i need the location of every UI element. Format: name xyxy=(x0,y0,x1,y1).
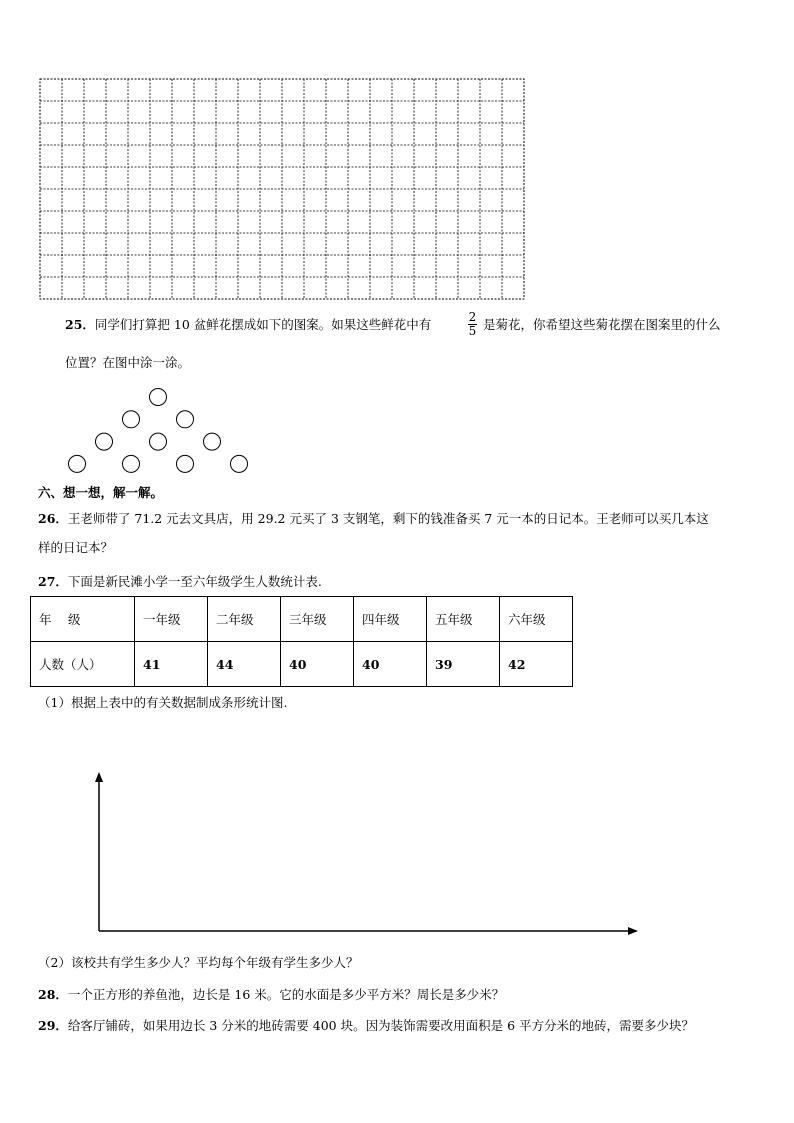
section-title: 六、想一想，解一解。 xyxy=(38,485,164,500)
flower-circle[interactable] xyxy=(150,389,167,406)
q28-line xyxy=(38,986,504,1004)
q29-number: 29． xyxy=(38,1018,68,1033)
flower-circle[interactable] xyxy=(96,433,113,450)
q26-line2: 样的日记本？ xyxy=(38,540,114,555)
student-count-table xyxy=(30,596,573,687)
q25-number: 25． xyxy=(65,317,95,332)
q26-number: 26． xyxy=(38,511,68,526)
table-cell: 39 xyxy=(427,642,500,687)
q28-number: 28． xyxy=(38,987,68,1002)
flower-pattern xyxy=(0,0,794,480)
flower-circle[interactable] xyxy=(204,433,221,450)
q27-sub1: （1）根据上表中的有关数据制成条形统计图. xyxy=(38,695,288,710)
table-row xyxy=(31,642,573,687)
table-cell: 年 级 xyxy=(31,597,135,642)
flower-circle[interactable] xyxy=(231,455,248,472)
table-cell: 人数（人） xyxy=(31,642,135,687)
table-cell: 二年级 xyxy=(208,597,281,642)
table-cell: 六年级 xyxy=(500,597,573,642)
q26-line1 xyxy=(38,510,709,528)
table-cell: 40 xyxy=(354,642,427,687)
q26-text: 王老师带了 71.2 元去文具店，用 29.2 元买了 3 支钢笔，剩下的钱准备买 7 元一本的日记本。王老师可以买几本这 xyxy=(67,511,709,526)
x-axis-arrow xyxy=(628,927,638,935)
q27-sub2: （2）该校共有学生多少人？平均每个年级有学生多少人？ xyxy=(38,955,359,970)
table-cell: 41 xyxy=(135,642,208,687)
fraction-denominator: 5 xyxy=(468,324,477,338)
q27-text: 下面是新民滩小学一至六年级学生人数统计表. xyxy=(67,574,322,589)
y-axis-arrow xyxy=(95,772,103,782)
table-cell: 五年级 xyxy=(427,597,500,642)
flower-circle[interactable] xyxy=(123,455,140,472)
q28-text: 一个正方形的养鱼池，边长是 16 米。它的水面是多少平方米？周长是多少米？ xyxy=(67,987,505,1002)
flower-circle[interactable] xyxy=(150,433,167,450)
q27-line xyxy=(38,573,322,591)
flower-circle[interactable] xyxy=(177,411,194,428)
fraction-numerator: 2 xyxy=(468,310,477,324)
table-header-row xyxy=(31,597,573,642)
table-cell: 42 xyxy=(500,642,573,687)
table-cell: 44 xyxy=(208,642,281,687)
table-cell: 一年级 xyxy=(135,597,208,642)
q25-text-after: 是菊花，你希望这些菊花摆在图案里的什么 xyxy=(483,317,721,332)
q27-number: 27． xyxy=(38,574,68,589)
table-cell: 40 xyxy=(281,642,354,687)
table-cell: 四年级 xyxy=(354,597,427,642)
q25-line2: 位置？在图中涂一涂。 xyxy=(65,355,191,370)
flower-circle[interactable] xyxy=(177,455,194,472)
q29-line xyxy=(38,1017,694,1035)
flower-circle[interactable] xyxy=(123,411,140,428)
q29-text: 给客厅铺砖，如果用边长 3 分米的地砖需要 400 块。因为装饰需要改用面积是 6 平方分米的地砖，需要多少块？ xyxy=(67,1018,695,1033)
q25-text-before: 同学们打算把 10 盆鲜花摆成如下的图案。如果这些鲜花中有 xyxy=(94,317,432,332)
table-cell: 三年级 xyxy=(281,597,354,642)
flower-circle[interactable] xyxy=(69,455,86,472)
